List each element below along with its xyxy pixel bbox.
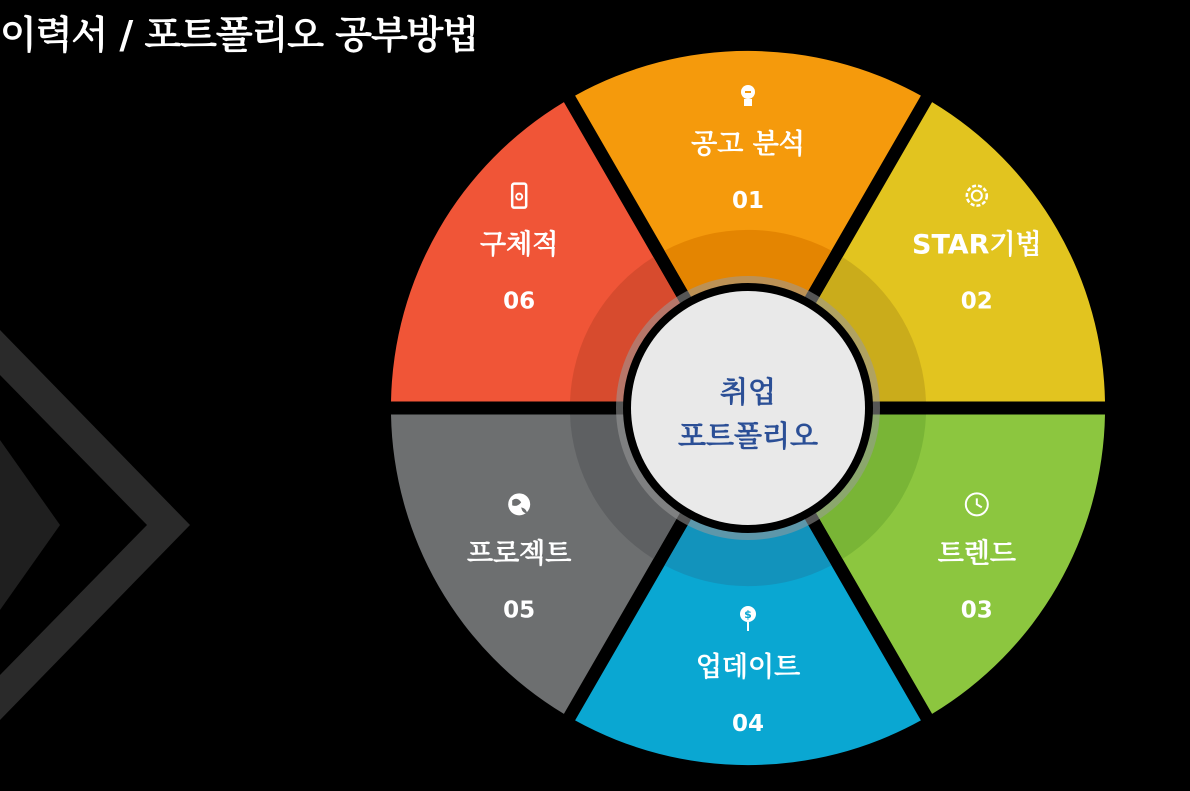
segment-06-number: 06	[503, 288, 536, 315]
svg-text:$: $	[744, 608, 752, 621]
segment-02-number: 02	[960, 288, 993, 315]
hub-label-line2: 포트폴리오	[677, 419, 819, 453]
segment-04-number: 04	[731, 711, 765, 737]
segment-05-number: 05	[503, 597, 536, 624]
segment-03-title: 트렌드	[937, 538, 1016, 570]
segment-05-title: 프로젝트	[467, 538, 572, 570]
segment-03-number: 03	[960, 597, 993, 624]
segment-01-number: 01	[731, 188, 765, 214]
segment-01-title: 공고 분석	[691, 129, 805, 160]
hub-label-line1: 취업	[719, 375, 777, 409]
segment-04-title: 업데이트	[695, 652, 801, 683]
page-title: 이력서 / 포트폴리오 공부방법	[0, 13, 479, 57]
segment-02-title: STAR기법	[912, 229, 1042, 261]
globe-icon	[508, 493, 530, 515]
segment-06-title: 구체적	[480, 229, 559, 261]
